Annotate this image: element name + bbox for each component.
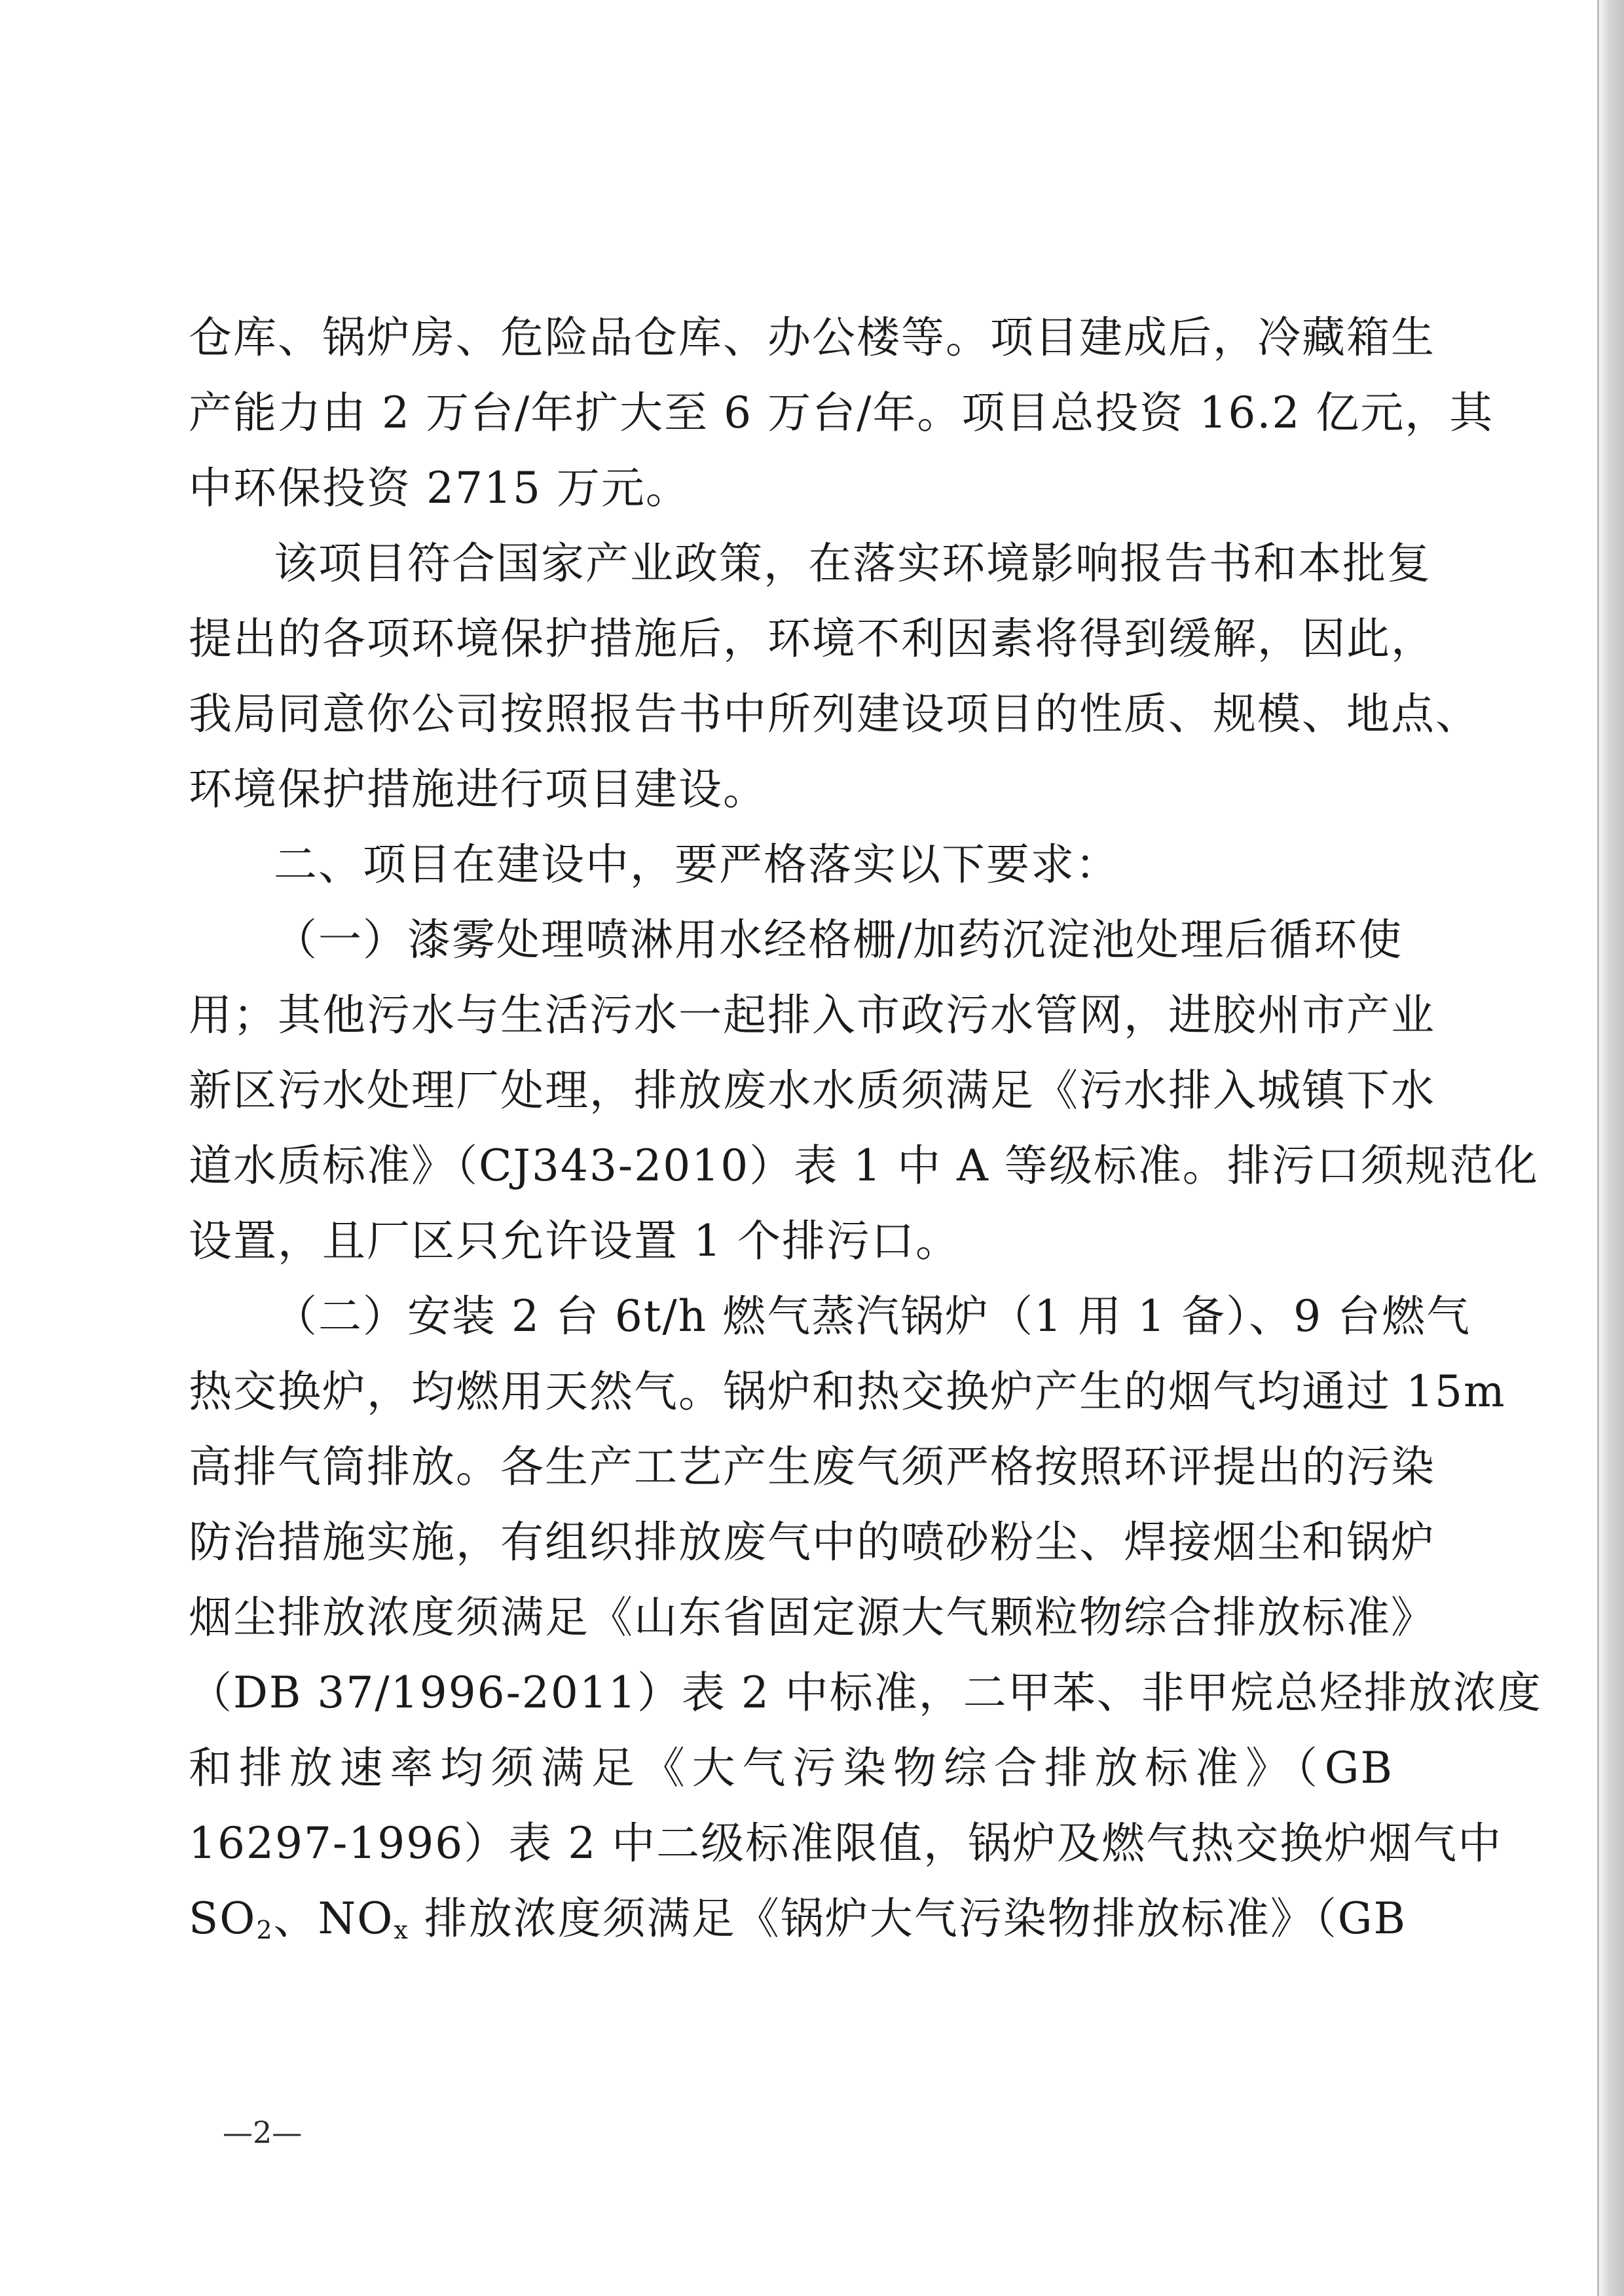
- text-line: 热交换炉，均燃用天然气。锅炉和热交换炉产生的烟气均通过 15m: [189, 1366, 1506, 1417]
- so2-subscript: 2: [256, 1916, 274, 1944]
- text-line: 环境保护措施进行项目建设。: [189, 764, 767, 814]
- text-line: 16297-1996）表 2 中二级标准限值，锅炉及燃气热交换炉烟气中: [189, 1818, 1503, 1868]
- text-line-last: [189, 1881, 1407, 1956]
- nox-subscript: x: [394, 1916, 409, 1944]
- text-line: 我局同意你公司按照报告书中所列建设项目的性质、规模、地点、: [189, 689, 1480, 739]
- text-line: 烟尘排放浓度须满足《山东省固定源大气颗粒物综合排放标准》: [189, 1592, 1435, 1643]
- text-line: 用；其他污水与生活污水一起排入市政污水管网，进胶州市产业: [189, 990, 1435, 1040]
- page-number: —2—: [223, 2115, 303, 2150]
- text-line: （DB 37/1996-2011）表 2 中标准，二甲苯、非甲烷总烃排放浓度: [189, 1667, 1542, 1718]
- scan-edge-line: [1597, 0, 1599, 2296]
- nox-label: 、NO: [273, 1893, 394, 1944]
- document-body: [189, 300, 1542, 1956]
- text-line: 设置，且厂区只允许设置 1 个排污口。: [189, 1216, 960, 1266]
- text-line: 提出的各项环境保护措施后，环境不利因素将得到缓解，因此，: [189, 613, 1435, 664]
- text-line: （二）安装 2 台 6t/h 燃气蒸汽锅炉（1 用 1 备）、9 台燃气: [274, 1291, 1471, 1341]
- text-line: （一）漆雾处理喷淋用水经格栅/加药沉淀池处理后循环使: [274, 915, 1403, 965]
- text-line: 仓库、锅炉房、危险品仓库、办公楼等。项目建成后，冷藏箱生: [189, 312, 1435, 363]
- text-line: 产能力由 2 万台/年扩大至 6 万台/年。项目总投资 16.2 亿元，其: [189, 388, 1494, 438]
- text-line: 和排放速率均须满足《大气污染物综合排放标准》（GB: [189, 1743, 1393, 1793]
- scan-shadow-edge: [1599, 0, 1624, 2296]
- text-line: 该项目符合国家产业政策，在落实环境影响报告书和本批复: [274, 538, 1431, 589]
- section-heading: 二、项目在建设中，要严格落实以下要求：: [274, 839, 1120, 890]
- text-line: 高排气筒排放。各生产工艺产生废气须严格按照环评提出的污染: [189, 1442, 1435, 1492]
- so2-label: SO: [189, 1893, 257, 1944]
- text-line: 防治措施实施，有组织排放废气中的喷砂粉尘、焊接烟尘和锅炉: [189, 1517, 1435, 1567]
- text-line: 中环保投资 2715 万元。: [189, 463, 690, 513]
- text-line: 新区污水处理厂处理，排放废水水质须满足《污水排入城镇下水: [189, 1065, 1435, 1116]
- text-line-rest: 排放浓度须满足《锅炉大气污染物排放标准》（GB: [409, 1893, 1407, 1944]
- text-line: 道水质标准》（CJ343-2010）表 1 中 A 等级标准。排污口须规范化: [189, 1140, 1539, 1191]
